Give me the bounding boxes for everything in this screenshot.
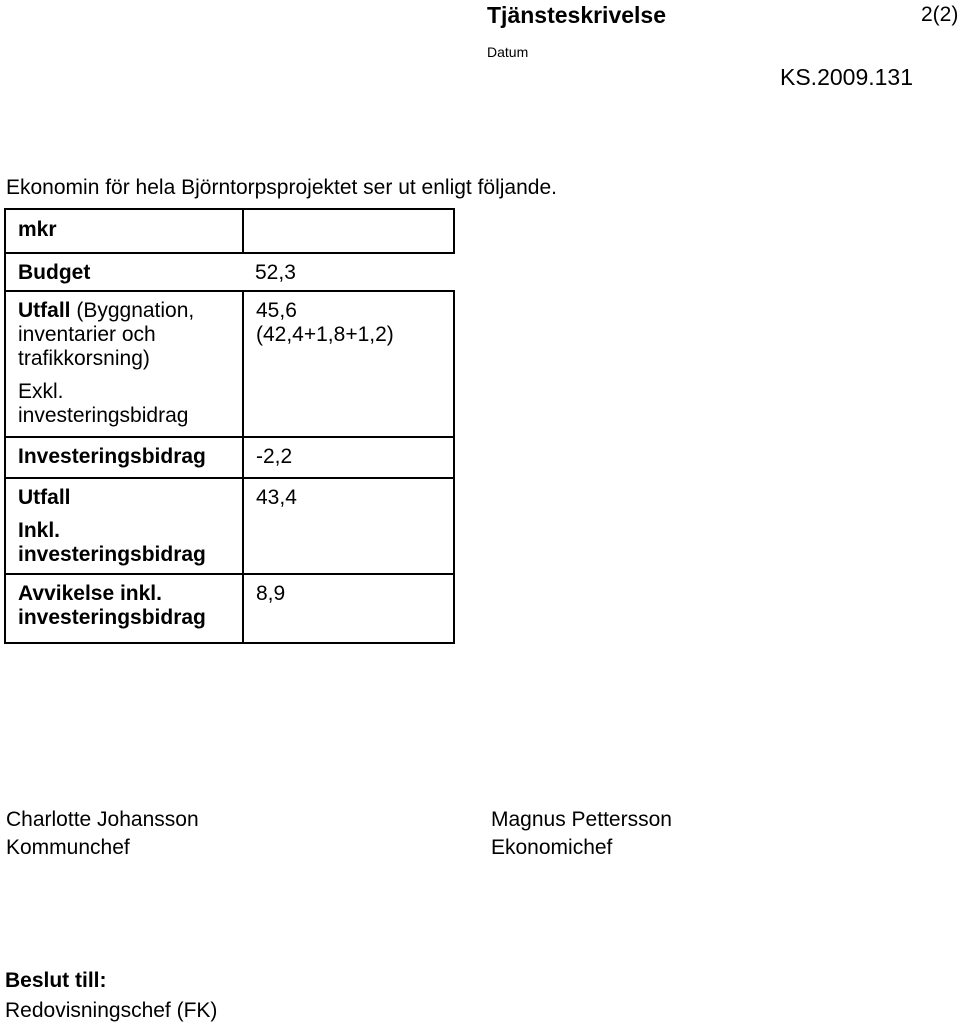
table-row — [5, 253, 454, 291]
signature-name: Charlotte Johansson — [6, 808, 199, 831]
grant-label-cell — [5, 437, 243, 478]
budget-value-cell — [243, 253, 454, 291]
signature-block-right — [491, 806, 672, 862]
table-row — [5, 574, 454, 643]
utfall-incl-label-cell — [5, 478, 243, 574]
header-value-cell — [243, 209, 454, 253]
document-title: Tjänsteskrivelse — [487, 2, 667, 28]
utfall-excl-value-detail: (42,4+1,8+1,2) — [256, 323, 394, 346]
utfall-excl-label-rest: (Byggnation, — [70, 299, 195, 322]
utfall-incl-value-cell — [243, 478, 454, 574]
decision-heading: Beslut till: — [5, 969, 107, 992]
decision-block — [5, 966, 217, 1026]
table-row — [5, 291, 454, 437]
utfall-excl-label-cell — [5, 291, 243, 437]
intro-paragraph: Ekonomin för hela Björntorpsprojektet ser ut enligt följande. — [6, 176, 557, 199]
deviation-label-cell — [5, 574, 243, 643]
utfall-excl-label: Utfall — [18, 299, 71, 322]
page-number: 2(2) — [921, 3, 959, 26]
table-row — [5, 437, 454, 478]
deviation-value-cell — [243, 574, 454, 643]
utfall-incl-note-line2: investeringsbidrag — [18, 543, 206, 566]
utfall-incl-label: Utfall — [18, 486, 71, 509]
utfall-excl-value: 45,6 — [256, 299, 297, 322]
signature-title: Ekonomichef — [491, 836, 613, 859]
utfall-excl-value-cell — [243, 291, 454, 437]
grant-value: -2,2 — [256, 445, 293, 468]
deviation-label-line1: Avvikelse inkl. — [18, 582, 162, 605]
budget-label: Budget — [18, 261, 91, 284]
table-row — [5, 209, 454, 253]
signature-title: Kommunchef — [6, 836, 130, 859]
decision-recipient: Redovisningschef (FK) — [5, 999, 218, 1022]
unit-label: mkr — [18, 218, 57, 241]
deviation-value: 8,9 — [256, 582, 286, 605]
utfall-excl-note-line2: investeringsbidrag — [18, 404, 189, 427]
case-number: KS.2009.131 — [780, 64, 914, 90]
table-row — [5, 478, 454, 574]
utfall-excl-label-line2: inventarier och — [18, 323, 156, 346]
budget-value: 52,3 — [255, 261, 296, 284]
utfall-excl-note-line1: Exkl. — [18, 380, 64, 403]
deviation-label-line2: investeringsbidrag — [18, 606, 206, 629]
grant-label: Investeringsbidrag — [18, 445, 206, 468]
utfall-incl-note-line1: Inkl. — [18, 519, 61, 542]
utfall-excl-label-line3: trafikkorsning) — [18, 347, 150, 370]
signature-block-left — [6, 806, 199, 862]
signature-name: Magnus Pettersson — [491, 808, 672, 831]
utfall-incl-value: 43,4 — [256, 486, 297, 509]
header-label-cell — [5, 209, 243, 253]
budget-table — [4, 208, 455, 644]
date-label: Datum — [487, 44, 529, 60]
grant-value-cell — [243, 437, 454, 478]
budget-label-cell — [5, 253, 243, 291]
